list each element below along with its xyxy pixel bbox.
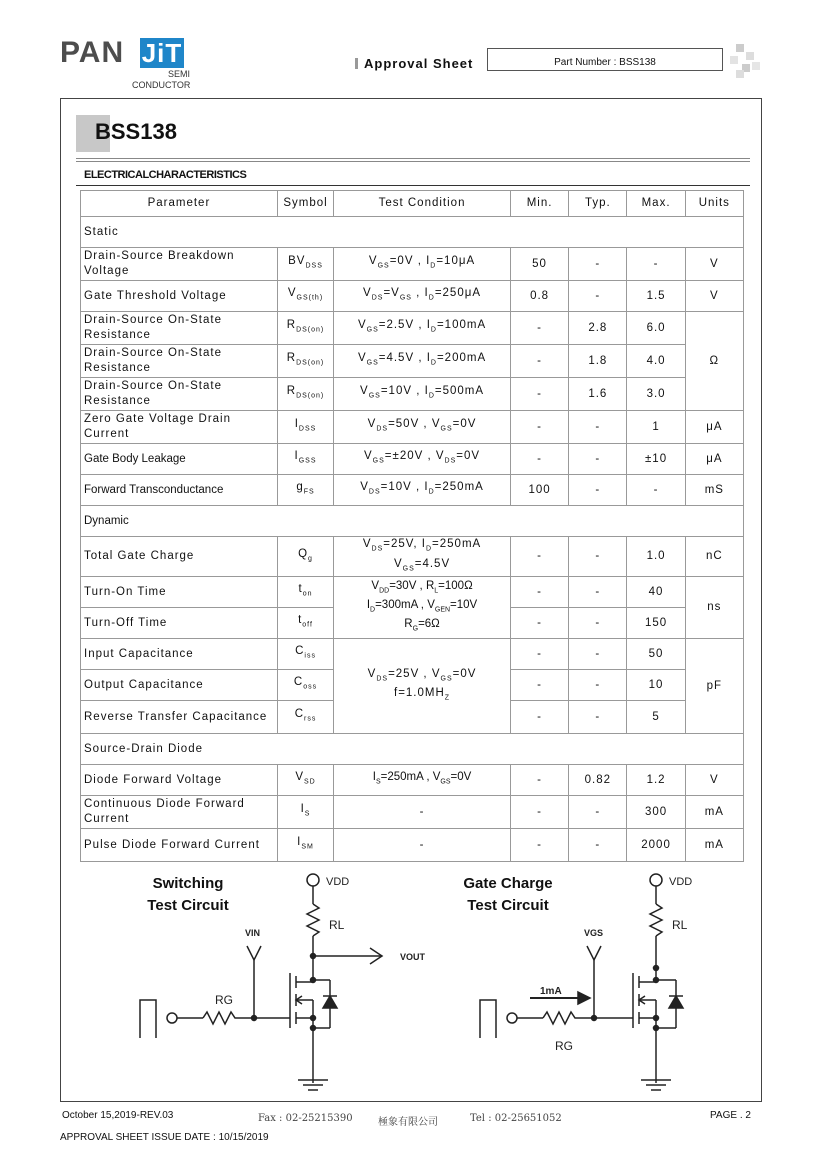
symbol-cell: $Q_g$ xyxy=(277,537,333,577)
table-row xyxy=(81,248,744,281)
min-cell: - xyxy=(510,701,568,734)
current-label: 1mA xyxy=(540,986,562,997)
param-cell: Pulse Diode Forward Current xyxy=(81,829,278,862)
typ-cell: - xyxy=(569,701,627,734)
min-cell: - xyxy=(510,312,568,345)
page-title: BSS138 xyxy=(95,119,177,144)
max-cell: 5 xyxy=(627,701,685,734)
max-cell: 3.0 xyxy=(627,378,685,411)
company-logo xyxy=(60,36,200,96)
max-cell: 1.0 xyxy=(627,537,685,577)
min-cell: 100 xyxy=(510,475,568,506)
typ-cell: - xyxy=(569,670,627,701)
vout-label: VOUT xyxy=(400,952,426,962)
condition-cell: $V_{GS}=0V$ , $I_D=10\mu A$ xyxy=(334,248,511,281)
param-cell: Gate Body Leakage xyxy=(81,444,278,475)
min-cell: - xyxy=(510,796,568,829)
diode-icon xyxy=(323,996,337,1008)
typ-cell: - xyxy=(569,796,627,829)
rl-label: RL xyxy=(329,918,345,932)
condition-cell: - xyxy=(334,796,511,829)
typ-cell: - xyxy=(569,248,627,281)
switching-test-circuit xyxy=(130,868,440,1093)
max-cell: 2000 xyxy=(627,829,685,862)
max-cell: 4.0 xyxy=(627,345,685,378)
table-row xyxy=(81,444,744,475)
min-cell: - xyxy=(510,444,568,475)
table-row xyxy=(81,796,744,829)
section-label: Dynamic xyxy=(81,506,744,537)
gate-charge-test-circuit xyxy=(470,868,730,1093)
approval-sheet-label: Approval Sheet xyxy=(355,56,473,71)
vgs-probe-icon xyxy=(587,946,601,960)
typ-cell: 0.82 xyxy=(569,765,627,796)
param-cell: Continuous Diode Forward Current xyxy=(81,796,278,829)
footer-company: 極象有限公司 xyxy=(378,1117,438,1128)
max-cell: 10 xyxy=(627,670,685,701)
header-cell: Max. xyxy=(627,191,685,217)
max-cell: 1.2 xyxy=(627,765,685,796)
typ-cell: - xyxy=(569,537,627,577)
min-cell: - xyxy=(510,537,568,577)
symbol-cell: $V_{SD}$ xyxy=(277,765,333,796)
min-cell: - xyxy=(510,670,568,701)
header-cell: Parameter xyxy=(81,191,278,217)
max-cell: - xyxy=(627,248,685,281)
param-cell: Total Gate Charge xyxy=(81,537,278,577)
param-cell: Diode Forward Voltage xyxy=(81,765,278,796)
table-row xyxy=(81,639,744,670)
min-cell: 50 xyxy=(510,248,568,281)
pulse-icon xyxy=(480,1000,496,1038)
max-cell: 6.0 xyxy=(627,312,685,345)
rg-resistor-icon xyxy=(543,1012,594,1024)
gate-charge-circuit-title: Gate Charge Test Circuit xyxy=(463,875,553,914)
min-cell: - xyxy=(510,608,568,639)
typ-cell: - xyxy=(569,281,627,312)
typ-cell: - xyxy=(569,475,627,506)
symbol-cell: $C_{iss}$ xyxy=(277,639,333,670)
min-cell: - xyxy=(510,378,568,411)
logo-conductor: CONDUCTOR xyxy=(132,80,191,90)
symbol-cell: $C_{oss}$ xyxy=(277,670,333,701)
rg-label: RG xyxy=(215,993,233,1007)
header-cell: Units xyxy=(685,191,743,217)
section-row xyxy=(81,217,744,248)
condition-cell: $V_{GS}=\pm 20V$ , $V_{DS}=0V$ xyxy=(334,444,511,475)
max-cell: ±10 xyxy=(627,444,685,475)
condition-cell: $V_{DS}=V_{GS}$ , $I_D=250\mu A$ xyxy=(334,281,511,312)
typ-cell: 1.8 xyxy=(569,345,627,378)
typ-cell: - xyxy=(569,577,627,608)
param-cell: Forward Transconductance xyxy=(81,475,278,506)
typ-cell: 2.8 xyxy=(569,312,627,345)
param-cell: Turn-On Time xyxy=(81,577,278,608)
condition-cell: $V_{DS}=25V$ , $V_{GS}=0V$ $f=1.0MH_Z$ xyxy=(334,639,511,734)
table-row xyxy=(81,475,744,506)
symbol-cell: $R_{DS(on)}$ xyxy=(277,378,333,411)
table-row xyxy=(81,765,744,796)
vdd-label: VDD xyxy=(326,876,350,888)
condition-cell: $V_{DS}=25V$, $I_D=250mA$ $V_{GS}=4.5V$ xyxy=(334,537,511,577)
section-label: Source-Drain Diode xyxy=(81,734,744,765)
divider xyxy=(76,161,750,162)
max-cell: - xyxy=(627,475,685,506)
vdd-label: VDD xyxy=(669,876,693,888)
table-row xyxy=(81,829,744,862)
divider xyxy=(76,185,750,186)
symbol-cell: $t_{off}$ xyxy=(277,608,333,639)
logo-pan: PAN xyxy=(60,36,125,69)
header-cell: Symbol xyxy=(277,191,333,217)
diode-icon xyxy=(669,996,683,1008)
table-row xyxy=(81,537,744,577)
table-row xyxy=(81,378,744,411)
param-cell: Drain-Source Breakdown Voltage xyxy=(81,248,278,281)
table-row xyxy=(81,312,744,345)
typ-cell: - xyxy=(569,608,627,639)
table-row xyxy=(81,577,744,608)
symbol-cell: $I_{GSS}$ xyxy=(277,444,333,475)
footer-date: October 15,2019-REV.03 xyxy=(62,1110,174,1121)
unit-cell: μA xyxy=(685,444,743,475)
condition-cell: $V_{GS}=4.5V$ , $I_D=200mA$ xyxy=(334,345,511,378)
section-title: ELECTRICALCHARACTERISTICS xyxy=(84,169,247,181)
param-cell: Reverse Transfer Capacitance xyxy=(81,701,278,734)
param-cell: Input Capacitance xyxy=(81,639,278,670)
section-row xyxy=(81,506,744,537)
table-header-row xyxy=(81,191,744,217)
symbol-cell: $I_{SM}$ xyxy=(277,829,333,862)
logo-semi: SEMI xyxy=(168,69,191,79)
rl-resistor-icon xyxy=(650,904,662,936)
typ-cell: 1.6 xyxy=(569,378,627,411)
vin-probe-icon xyxy=(247,946,261,960)
max-cell: 300 xyxy=(627,796,685,829)
condition-cell: $V_{DS}=50V$ , $V_{GS}=0V$ xyxy=(334,411,511,444)
typ-cell: - xyxy=(569,639,627,670)
table-row xyxy=(81,411,744,444)
typ-cell: - xyxy=(569,411,627,444)
param-cell: Turn-Off Time xyxy=(81,608,278,639)
divider xyxy=(76,158,750,159)
section-row xyxy=(81,734,744,765)
pulse-icon xyxy=(140,1000,156,1038)
unit-cell: mS xyxy=(685,475,743,506)
rl-resistor-icon xyxy=(307,904,319,936)
symbol-cell: $t_{on}$ xyxy=(277,577,333,608)
unit-cell: ns xyxy=(685,577,743,639)
unit-cell: Ω xyxy=(685,312,743,411)
max-cell: 150 xyxy=(627,608,685,639)
source-terminal-icon xyxy=(167,1013,177,1023)
unit-cell: V xyxy=(685,248,743,281)
symbol-cell: $I_S$ xyxy=(277,796,333,829)
max-cell: 1.5 xyxy=(627,281,685,312)
max-cell: 50 xyxy=(627,639,685,670)
min-cell: 0.8 xyxy=(510,281,568,312)
logo-jit: JiT xyxy=(141,38,183,68)
switching-circuit-title: Switching Test Circuit xyxy=(147,875,229,914)
symbol-cell: $V_{GS(th)}$ xyxy=(277,281,333,312)
vdd-terminal-icon xyxy=(650,874,662,886)
param-cell: Drain-Source On-State Resistance xyxy=(81,345,278,378)
param-cell: Zero Gate Voltage Drain Current xyxy=(81,411,278,444)
max-cell: 1 xyxy=(627,411,685,444)
condition-cell: $V_{GS}=2.5V$ , $I_D=100mA$ xyxy=(334,312,511,345)
header-cell: Min. xyxy=(510,191,568,217)
table-row xyxy=(81,345,744,378)
symbol-cell: $R_{DS(on)}$ xyxy=(277,345,333,378)
unit-cell: V xyxy=(685,765,743,796)
param-cell: Output Capacitance xyxy=(81,670,278,701)
table-row xyxy=(81,281,744,312)
part-number-box: Part Number : BSS138 xyxy=(487,48,723,71)
source-terminal-icon xyxy=(507,1013,517,1023)
header-cell: Typ. xyxy=(569,191,627,217)
condition-cell: $V_{DS}=10V$ , $I_D=250mA$ xyxy=(334,475,511,506)
page-number: PAGE . 2 xyxy=(710,1110,751,1121)
min-cell: - xyxy=(510,411,568,444)
min-cell: - xyxy=(510,577,568,608)
vdd-terminal-icon xyxy=(307,874,319,886)
vgs-label: VGS xyxy=(584,928,604,938)
vin-label: VIN xyxy=(245,928,261,938)
typ-cell: - xyxy=(569,444,627,475)
symbol-cell: $BV_{DSS}$ xyxy=(277,248,333,281)
condition-cell: - xyxy=(334,829,511,862)
unit-cell: nC xyxy=(685,537,743,577)
unit-cell: mA xyxy=(685,796,743,829)
condition-cell: $V_{DD}=30V$ , $R_L=100\Omega$ $I_D=300mA$ , $V_{GEN}=10V$ $R_G=6\Omega$ xyxy=(334,577,511,639)
symbol-cell: $C_{rss}$ xyxy=(277,701,333,734)
symbol-cell: $R_{DS(on)}$ xyxy=(277,312,333,345)
electrical-characteristics-table xyxy=(80,190,744,862)
rl-label: RL xyxy=(672,918,688,932)
unit-cell: V xyxy=(685,281,743,312)
min-cell: - xyxy=(510,639,568,670)
unit-cell: pF xyxy=(685,639,743,734)
section-label: Static xyxy=(81,217,744,248)
rg-label: RG xyxy=(555,1039,573,1053)
max-cell: 40 xyxy=(627,577,685,608)
issue-date: APPROVAL SHEET ISSUE DATE : 10/15/2019 xyxy=(60,1132,269,1143)
condition-cell: $I_S=250mA$ , $V_{GS}=0V$ xyxy=(334,765,511,796)
param-cell: Drain-Source On-State Resistance xyxy=(81,378,278,411)
symbol-cell: $g_{FS}$ xyxy=(277,475,333,506)
unit-cell: μA xyxy=(685,411,743,444)
symbol-cell: $I_{DSS}$ xyxy=(277,411,333,444)
footer-tel: Tel : 02-25651052 xyxy=(470,1113,562,1124)
min-cell: - xyxy=(510,765,568,796)
param-cell: Gate Threshold Voltage xyxy=(81,281,278,312)
rg-resistor-icon xyxy=(203,1012,254,1024)
unit-cell: mA xyxy=(685,829,743,862)
typ-cell: - xyxy=(569,829,627,862)
condition-cell: $V_{GS}=10V$ , $I_D=500mA$ xyxy=(334,378,511,411)
param-cell: Drain-Source On-State Resistance xyxy=(81,312,278,345)
min-cell: - xyxy=(510,829,568,862)
footer-fax: Fax : 02-25215390 xyxy=(258,1113,353,1124)
header-cell: Test Condition xyxy=(334,191,511,217)
min-cell: - xyxy=(510,345,568,378)
